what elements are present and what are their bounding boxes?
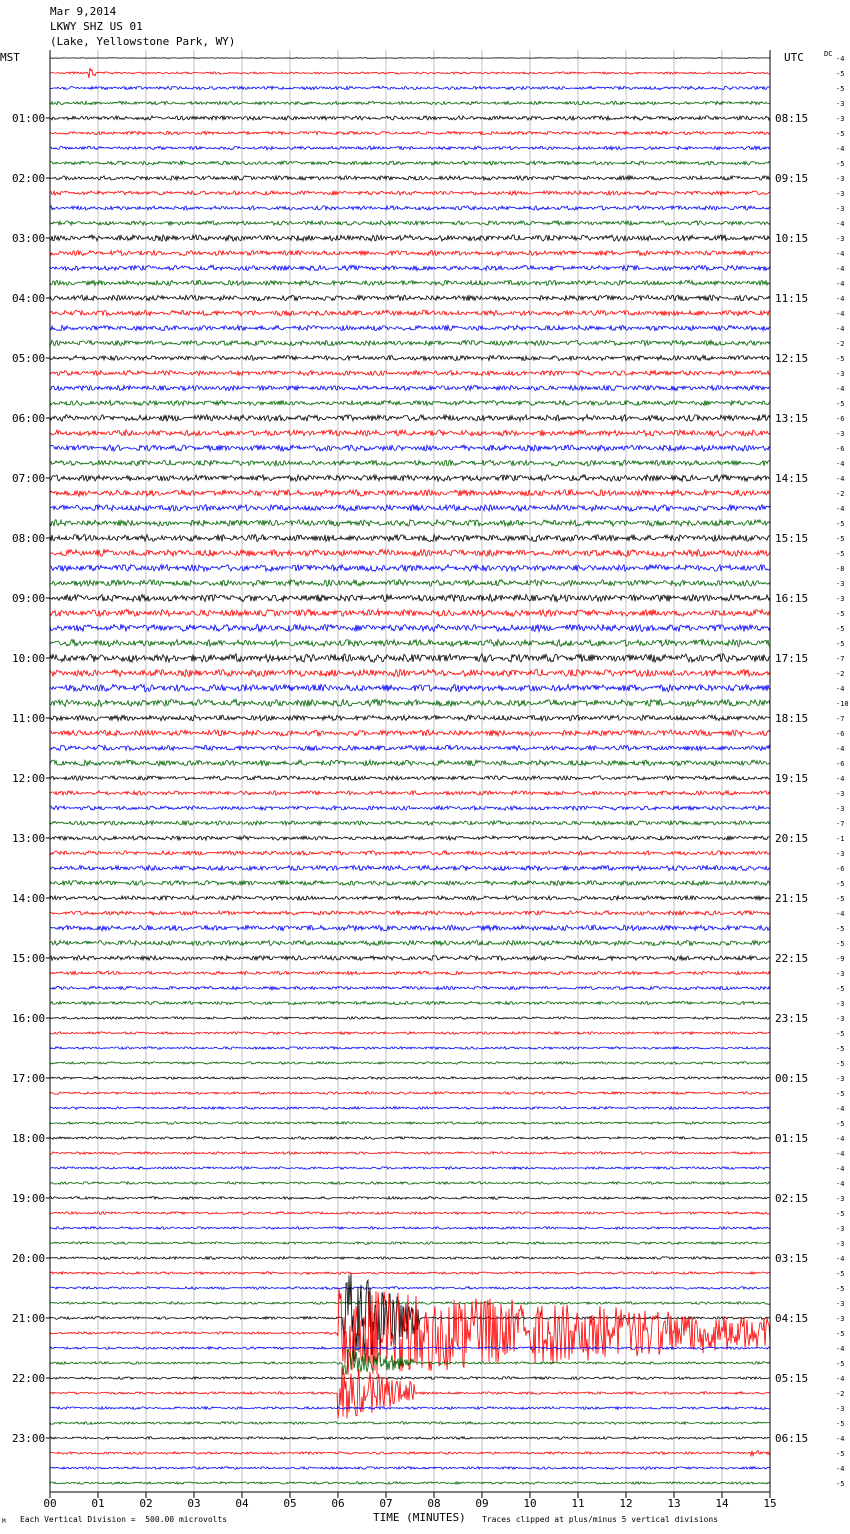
dc-offset-label: -10 — [836, 700, 849, 708]
corner-mark: M — [2, 1518, 6, 1525]
scale-note: Each Vertical Division = 500.00 microvolts — [20, 1515, 228, 1524]
trace-line — [50, 1062, 770, 1065]
dc-offset-label: -3 — [836, 1225, 845, 1233]
utc-hour-label: 04:15 — [775, 1312, 809, 1325]
dc-offset-label: -4 — [836, 1435, 845, 1443]
dc-offset-label: -3 — [836, 115, 845, 123]
mst-hour-label: 12:00 — [12, 772, 46, 785]
trace-line — [50, 101, 770, 105]
x-tick-label: 08 — [427, 1497, 441, 1510]
dc-offset-label: -5 — [836, 160, 845, 168]
dc-offset-label: -7 — [836, 820, 845, 828]
dc-offset-label: -5 — [836, 1480, 845, 1488]
utc-hour-label: 10:15 — [775, 232, 809, 245]
dc-offset-label: -4 — [836, 145, 845, 153]
dc-offset-label: -3 — [836, 1000, 845, 1008]
dc-offset-label: -3 — [836, 100, 845, 108]
utc-hour-label: 19:15 — [775, 772, 809, 785]
dc-offset-label: -4 — [836, 295, 845, 303]
dc-offset-label: -4 — [836, 685, 845, 693]
mst-hour-label: 04:00 — [12, 292, 46, 305]
dc-offset-label: -5 — [836, 610, 845, 618]
mst-hour-label: 18:00 — [12, 1132, 46, 1145]
trace-line — [50, 1289, 770, 1375]
trace-line — [50, 1422, 770, 1425]
trace-line — [50, 265, 770, 270]
x-tick-label: 14 — [715, 1497, 729, 1510]
dc-offset-label: -3 — [836, 580, 845, 588]
trace-line — [50, 355, 770, 360]
chart-station: LKWY SHZ US 01 — [50, 20, 143, 33]
trace-line — [50, 684, 770, 691]
x-tick-label: 02 — [139, 1497, 153, 1510]
dc-offset-label: -4 — [836, 1150, 845, 1158]
trace-line — [50, 594, 770, 601]
trace-line — [50, 624, 770, 632]
trace-line — [50, 325, 770, 330]
trace-line — [50, 699, 770, 706]
time-gridlines — [50, 50, 770, 1492]
utc-hour-label: 03:15 — [775, 1252, 809, 1265]
dc-offset-label: -5 — [836, 130, 845, 138]
trace-line — [50, 925, 770, 931]
dc-offset-label: -3 — [836, 1240, 845, 1248]
mst-hour-label: 19:00 — [12, 1192, 46, 1205]
mst-hour-label: 03:00 — [12, 232, 46, 245]
dc-offset-label: -3 — [836, 1075, 845, 1083]
trace-line — [50, 971, 770, 975]
x-tick-label: 05 — [283, 1497, 297, 1510]
x-tick-label: 00 — [43, 1497, 57, 1510]
dc-offset-label: -5 — [836, 1090, 845, 1098]
utc-hour-label: 00:15 — [775, 1072, 809, 1085]
dc-offset-label: -5 — [836, 520, 845, 528]
dc-offset-label: -3 — [836, 1315, 845, 1323]
trace-line — [50, 340, 770, 345]
chart-location: (Lake, Yellowstone Park, WY) — [50, 35, 236, 48]
dc-offset-label: -5 — [836, 85, 845, 93]
dc-offset-label: -4 — [836, 1165, 845, 1173]
dc-offset-label: -5 — [836, 550, 845, 558]
mst-hour-label: 23:00 — [12, 1432, 46, 1445]
trace-line — [50, 1001, 770, 1005]
dc-offset-label: -5 — [836, 1045, 845, 1053]
utc-hour-label: 14:15 — [775, 472, 809, 485]
trace-line — [50, 415, 770, 422]
dc-offset-label: -6 — [836, 415, 845, 423]
dc-offset-label: -4 — [836, 505, 845, 513]
dc-offset-label: -3 — [836, 1015, 845, 1023]
dc-offset-label: -3 — [836, 235, 845, 243]
trace-line — [50, 1367, 770, 1418]
dc-offset-label: -7 — [836, 655, 845, 663]
mst-hour-label: 02:00 — [12, 172, 46, 185]
trace-line — [50, 1482, 770, 1485]
dc-offset-label: -3 — [836, 1195, 845, 1203]
dc-offset-label: -4 — [836, 1135, 845, 1143]
trace-line — [50, 191, 770, 195]
trace-line — [50, 370, 770, 375]
clip-note: Traces clipped at plus/minus 5 vertical divisions — [482, 1515, 719, 1524]
trace-line — [50, 116, 770, 120]
trace-line — [50, 654, 770, 662]
trace-line — [50, 535, 770, 542]
x-tick-label: 07 — [379, 1497, 393, 1510]
x-tick-label: 04 — [235, 1497, 249, 1510]
trace-line — [50, 1137, 770, 1140]
utc-hour-label: 11:15 — [775, 292, 809, 305]
dc-offset-label: -4 — [836, 280, 845, 288]
trace-line — [50, 1302, 770, 1305]
dc-offset-label: -5 — [836, 70, 845, 78]
dc-offset-label: -1 — [836, 835, 845, 843]
trace-line — [50, 1272, 770, 1275]
dc-offset-label: -5 — [836, 1210, 845, 1218]
dc-offset-label: -2 — [836, 490, 845, 498]
trace-line — [50, 580, 770, 587]
dc-offset-label: -4 — [836, 325, 845, 333]
dc-offset-label: -9 — [836, 955, 845, 963]
dc-offset-label: -3 — [836, 1405, 845, 1413]
dc-offset-label: -4 — [836, 1180, 845, 1188]
dc-offset-label: -5 — [836, 925, 845, 933]
trace-line — [50, 206, 770, 210]
mst-hour-label: 09:00 — [12, 592, 46, 605]
dc-offset-label: -4 — [836, 1465, 845, 1473]
x-tick-label: 13 — [667, 1497, 681, 1510]
dc-offset-label: -3 — [836, 1300, 845, 1308]
trace-line — [50, 475, 770, 482]
dc-offset-label: -4 — [836, 55, 845, 63]
dc-offset-label: -5 — [836, 640, 845, 648]
mst-hour-label: 06:00 — [12, 412, 46, 425]
chart-date: Mar 9,2014 — [50, 5, 117, 18]
dc-offset-label: -5 — [836, 1450, 845, 1458]
utc-hour-label: 17:15 — [775, 652, 809, 665]
trace-line — [50, 865, 770, 870]
dc-offset-label: -3 — [836, 190, 845, 198]
trace-line — [50, 1437, 770, 1440]
trace-line — [50, 1092, 770, 1095]
left-axis-title: MST — [0, 51, 20, 64]
trace-line — [50, 505, 770, 511]
axis-labels — [0, 50, 849, 1510]
trace-line — [50, 86, 770, 90]
trace-line — [50, 669, 770, 676]
x-tick-label: 10 — [523, 1497, 537, 1510]
mst-hour-label: 20:00 — [12, 1252, 46, 1265]
trace-line — [50, 310, 770, 316]
dc-offset-label: -4 — [836, 775, 845, 783]
dc-offset-label: -3 — [836, 205, 845, 213]
trace-line — [50, 956, 770, 961]
trace-line — [50, 1182, 770, 1185]
utc-hour-label: 16:15 — [775, 592, 809, 605]
trace-line — [50, 610, 770, 617]
mst-hour-label: 11:00 — [12, 712, 46, 725]
x-tick-label: 09 — [475, 1497, 489, 1510]
trace-line — [50, 1227, 770, 1230]
dc-offset-label: -4 — [836, 745, 845, 753]
x-tick-label: 03 — [187, 1497, 201, 1510]
mst-hour-label: 13:00 — [12, 832, 46, 845]
dc-offset-label: -4 — [836, 265, 845, 273]
dc-offset-label: -5 — [836, 1285, 845, 1293]
trace-line — [50, 385, 770, 390]
trace-line — [50, 58, 770, 59]
trace-line — [50, 68, 770, 78]
trace-line — [50, 940, 770, 945]
mst-hour-label: 22:00 — [12, 1372, 46, 1385]
dc-offset-label: -5 — [836, 535, 845, 543]
utc-hour-label: 22:15 — [775, 952, 809, 965]
utc-hour-label: 06:15 — [775, 1432, 809, 1445]
dc-offset-label: -4 — [836, 1255, 845, 1263]
utc-hour-label: 13:15 — [775, 412, 809, 425]
trace-line — [50, 806, 770, 810]
trace-line — [50, 896, 770, 900]
trace-line — [50, 1077, 770, 1080]
dc-offset-label: -5 — [836, 1270, 845, 1278]
trace-line — [50, 221, 770, 225]
dc-offset-label: -5 — [836, 400, 845, 408]
mst-hour-label: 08:00 — [12, 532, 46, 545]
dc-offset-label: -5 — [836, 880, 845, 888]
trace-line — [50, 1287, 770, 1290]
trace-line — [50, 565, 770, 572]
trace-line — [50, 250, 770, 255]
utc-hour-label: 09:15 — [775, 172, 809, 185]
mst-hour-label: 10:00 — [12, 652, 46, 665]
trace-line — [50, 401, 770, 406]
x-tick-label: 01 — [91, 1497, 105, 1510]
dc-offset-label: -5 — [836, 985, 845, 993]
trace-line — [50, 1377, 770, 1380]
dc-offset-label: -4 — [836, 385, 845, 393]
utc-hour-label: 08:15 — [775, 112, 809, 125]
trace-line — [50, 295, 770, 301]
dc-offset-label: -8 — [836, 565, 845, 573]
trace-line — [50, 176, 770, 180]
trace-line — [50, 881, 770, 886]
seismic-traces — [50, 58, 770, 1485]
dc-offset-label: -5 — [836, 355, 845, 363]
trace-line — [50, 1197, 770, 1200]
trace-line — [50, 430, 770, 436]
dc-offset-label: -5 — [836, 1330, 845, 1338]
right-axis-title: UTC — [784, 51, 804, 64]
dc-offset-label: -4 — [836, 220, 845, 228]
dc-offset-label: -3 — [836, 430, 845, 438]
x-tick-label: 12 — [619, 1497, 633, 1510]
trace-line — [50, 911, 770, 915]
trace-line — [50, 1167, 770, 1170]
dc-offset-label: -3 — [836, 370, 845, 378]
dc-offset-label: -4 — [836, 1105, 845, 1113]
trace-line — [50, 445, 770, 451]
trace-line — [50, 1257, 770, 1260]
dc-offset-label: -6 — [836, 760, 845, 768]
mst-hour-label: 15:00 — [12, 952, 46, 965]
mst-hour-label: 14:00 — [12, 892, 46, 905]
dc-offset-label: -7 — [836, 715, 845, 723]
x-tick-label: 15 — [763, 1497, 777, 1510]
trace-line — [50, 730, 770, 736]
dc-offset-label: -5 — [836, 1060, 845, 1068]
dc-offset-label: -6 — [836, 730, 845, 738]
trace-line — [50, 821, 770, 825]
dc-offset-label: -3 — [836, 805, 845, 813]
trace-line — [50, 1212, 770, 1215]
x-tick-label: 11 — [571, 1497, 585, 1510]
trace-line — [50, 1451, 770, 1456]
dc-offset-label: -3 — [836, 175, 845, 183]
dc-offset-label: -5 — [836, 1360, 845, 1368]
trace-line — [50, 460, 770, 466]
dc-title: DC — [824, 50, 833, 58]
trace-line — [50, 235, 770, 241]
trace-line — [50, 791, 770, 795]
trace-line — [50, 1047, 770, 1050]
dc-offset-label: -3 — [836, 790, 845, 798]
trace-line — [50, 1242, 770, 1245]
trace-line — [50, 1122, 770, 1125]
dc-offset-label: -4 — [836, 310, 845, 318]
dc-offset-label: -5 — [836, 940, 845, 948]
trace-line — [50, 520, 770, 527]
utc-hour-label: 15:15 — [775, 532, 809, 545]
utc-hour-label: 01:15 — [775, 1132, 809, 1145]
utc-hour-label: 05:15 — [775, 1372, 809, 1385]
utc-hour-label: 20:15 — [775, 832, 809, 845]
dc-offset-label: -4 — [836, 460, 845, 468]
dc-offset-label: -4 — [836, 475, 845, 483]
dc-offset-label: -3 — [836, 595, 845, 603]
mst-hour-label: 16:00 — [12, 1012, 46, 1025]
dc-offset-label: -4 — [836, 1345, 845, 1353]
trace-line — [50, 836, 770, 840]
mst-hour-label: 21:00 — [12, 1312, 46, 1325]
dc-offset-label: -5 — [836, 625, 845, 633]
dc-offset-label: -4 — [836, 1375, 845, 1383]
trace-line — [50, 1107, 770, 1110]
utc-hour-label: 18:15 — [775, 712, 809, 725]
trace-line — [50, 490, 770, 497]
dc-offset-label: -5 — [836, 1030, 845, 1038]
dc-offset-label: -3 — [836, 850, 845, 858]
trace-line — [50, 760, 770, 766]
utc-hour-label: 12:15 — [775, 352, 809, 365]
dc-offset-label: -5 — [836, 1120, 845, 1128]
utc-hour-label: 21:15 — [775, 892, 809, 905]
dc-offset-label: -6 — [836, 865, 845, 873]
trace-line — [50, 715, 770, 721]
x-tick-label: 06 — [331, 1497, 345, 1510]
mst-hour-label: 05:00 — [12, 352, 46, 365]
dc-offset-label: -4 — [836, 250, 845, 258]
trace-line — [50, 550, 770, 557]
dc-offset-label: -3 — [836, 970, 845, 978]
trace-line — [50, 639, 770, 646]
trace-line — [50, 1017, 770, 1020]
mst-hour-label: 01:00 — [12, 112, 46, 125]
dc-offset-label: -2 — [836, 1390, 845, 1398]
trace-line — [50, 986, 770, 990]
trace-line — [50, 131, 770, 135]
trace-line — [50, 1407, 770, 1410]
trace-line — [50, 851, 770, 855]
trace-line — [50, 280, 770, 285]
trace-line — [50, 1152, 770, 1155]
trace-line — [50, 1032, 770, 1035]
trace-line — [50, 1347, 770, 1350]
trace-line — [50, 161, 770, 165]
dc-offset-label: -2 — [836, 340, 845, 348]
trace-line — [50, 146, 770, 150]
utc-hour-label: 23:15 — [775, 1012, 809, 1025]
dc-offset-label: -6 — [836, 445, 845, 453]
x-axis-label: TIME (MINUTES) — [373, 1511, 466, 1524]
mst-hour-label: 07:00 — [12, 472, 46, 485]
dc-offset-label: -4 — [836, 910, 845, 918]
dc-offset-label: -5 — [836, 1420, 845, 1428]
trace-line — [50, 1467, 770, 1470]
dc-offset-label: -5 — [836, 895, 845, 903]
trace-line — [50, 745, 770, 750]
utc-hour-label: 02:15 — [775, 1192, 809, 1205]
dc-offset-label: -2 — [836, 670, 845, 678]
trace-line — [50, 776, 770, 780]
mst-hour-label: 17:00 — [12, 1072, 46, 1085]
